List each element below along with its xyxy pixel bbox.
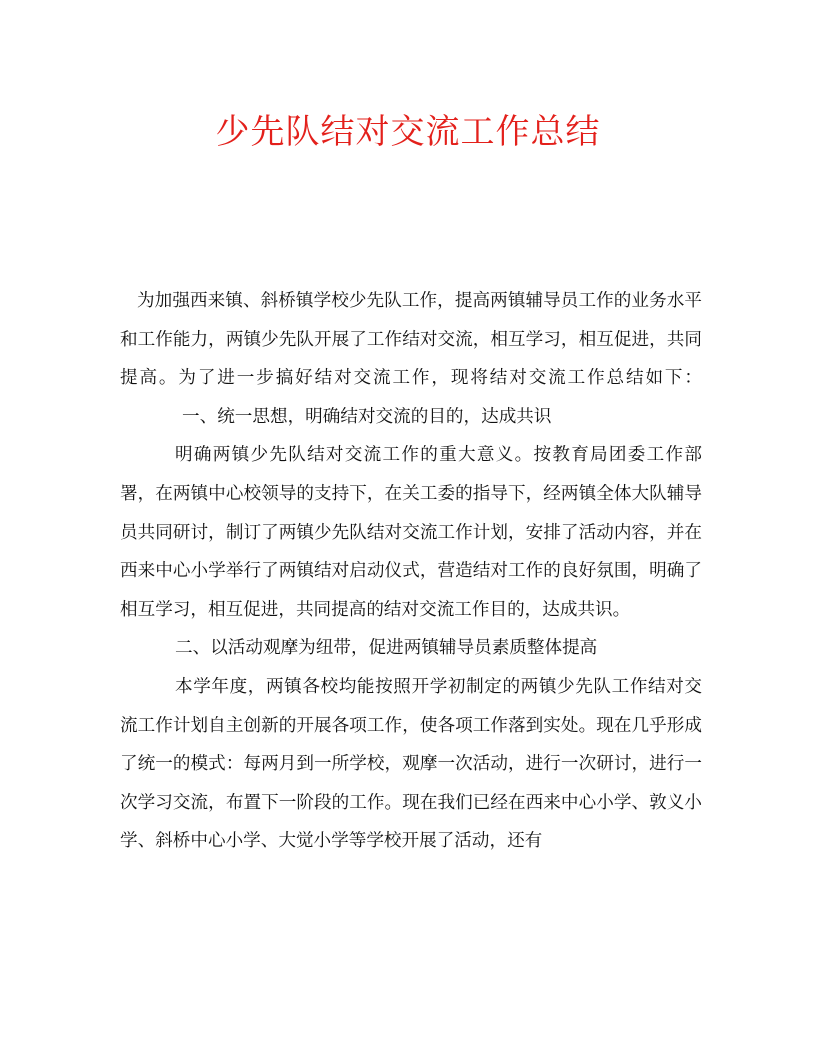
section-heading-1: 一、统一思想，明确结对交流的目的，达成共识: [182, 406, 552, 427]
section-heading-2: 二、以活动观摩为纽带，促进两镇辅导员素质整体提高: [175, 638, 598, 659]
intro-paragraph: [120, 282, 702, 436]
section-paragraph-2: 本学年度，两镇各校均能按照开学初制定的两镇少先队工作结对交流工作计划自主创新的开展各项工作，使各项工作落到实处。现在几乎形成了统一的模式：每两月到一所学校，观摩一次活动，进行一次研讨，进行一次学习交流，布置下一阶段的工作。现在我们已经在西来中心小学、敦义小学、斜桥中心小学、大觉小学等学校开展了活动，还有: [120, 676, 702, 852]
intro-text: 为加强西来镇、斜桥镇学校少先队工作，提高两镇辅导员工作的业务水平和工作能力，两镇少先队开展了工作结对交流，相互学习，相互促进，共同提高。为了进一步搞好结对交流工作，现将结对交流工作总结如下：: [120, 291, 702, 389]
document-title: 少先队结对交流工作总结: [215, 112, 601, 152]
section-paragraph-1: 明确两镇少先队结对交流工作的重大意义。按教育局团委工作部署，在两镇中心校领导的支持下，在关工委的指导下，经两镇全体大队辅导员共同研讨，制订了两镇少先队结对交流工作计划，安排了活动内容，并在西来中心小学举行了两镇结对启动仪式，营造结对工作的良好氛围，明确了相互学习，相互促进，共同提高的结对交流工作目的，达成共识。: [120, 445, 702, 620]
document-body: [120, 282, 702, 861]
